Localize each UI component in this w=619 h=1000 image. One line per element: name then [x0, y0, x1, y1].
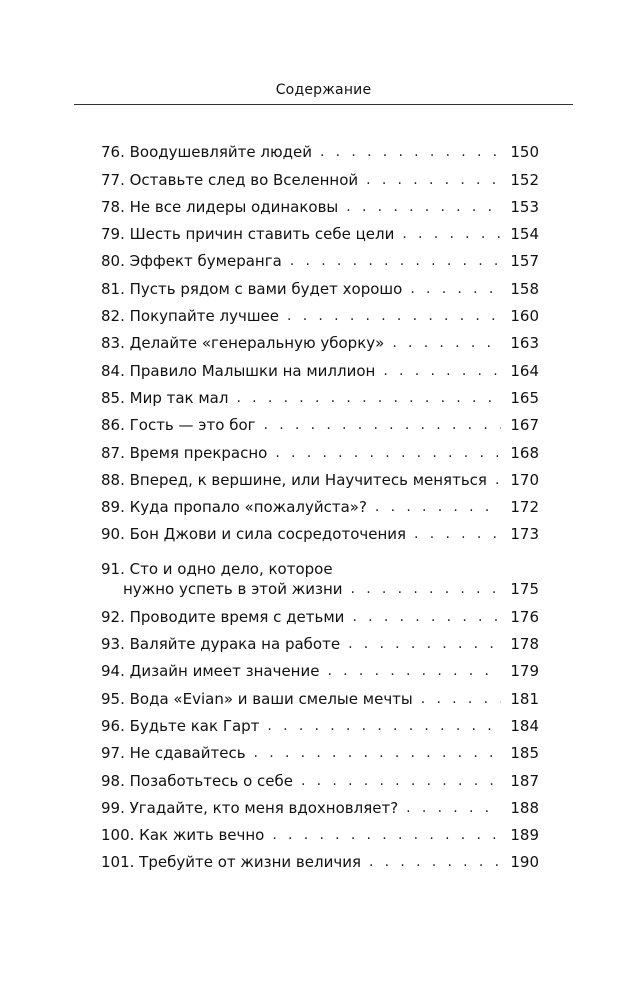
toc-page-number: 154 — [510, 225, 539, 244]
toc-entry — [101, 490, 539, 517]
dot-leader — [275, 443, 501, 463]
toc-entry — [101, 709, 539, 736]
toc-page-number: 152 — [510, 170, 539, 189]
toc-entry-title: 78. Не все лидеры одинаковы — [101, 197, 339, 216]
toc-entry-title: 80. Эффект бумеранга — [101, 252, 282, 271]
dot-leader — [366, 170, 501, 190]
toc-page-number: 150 — [510, 143, 539, 162]
toc-page-number: 189 — [510, 826, 539, 845]
toc-entry — [101, 681, 539, 708]
toc-entry-title: 81. Пусть рядом с вами будет хорошо — [101, 279, 403, 298]
toc-entry-title: 93. Валяйте дурака на работе — [101, 635, 341, 654]
toc-page-number: 176 — [510, 607, 539, 626]
toc-entry-title: 82. Покупайте лучшее — [101, 307, 280, 326]
toc-entry — [101, 244, 539, 271]
toc-entry — [101, 763, 539, 790]
dot-leader — [290, 251, 501, 271]
toc-entry-title-line1: 91. Сто и одно дело, которое — [101, 560, 333, 579]
toc-page-number: 160 — [510, 307, 539, 326]
toc-entry-title: 100. Как жить вечно — [101, 826, 265, 845]
toc-page-number: 188 — [510, 798, 539, 817]
toc-entry-title: 79. Шесть причин ставить себе цели — [101, 225, 395, 244]
toc-entry-title: 92. Проводите время с детьми — [101, 607, 345, 626]
dot-leader — [272, 825, 501, 845]
toc-entry — [101, 791, 539, 818]
dot-leader — [351, 579, 501, 599]
toc-page-number: 187 — [510, 771, 539, 790]
dot-leader — [392, 333, 501, 353]
toc-entry — [101, 517, 539, 544]
dot-leader — [267, 716, 501, 736]
toc-page-number: 181 — [510, 689, 539, 708]
toc-page-number: 170 — [510, 470, 539, 489]
dot-leader — [348, 634, 501, 654]
dot-leader — [287, 306, 501, 326]
toc-entry — [101, 435, 539, 462]
toc-entry-title: 84. Правило Малышки на миллион — [101, 361, 376, 380]
header-divider — [74, 104, 573, 105]
toc-entry-title: 98. Позаботьтесь о себе — [101, 771, 293, 790]
toc-entry-title: 101. Требуйте от жизни величия — [101, 853, 361, 872]
dot-leader — [369, 852, 501, 872]
toc-page-number: 157 — [510, 252, 539, 271]
toc-entry-title: 76. Воодушевляйте людей — [101, 143, 312, 162]
toc-page-number: 164 — [510, 361, 539, 380]
dot-leader — [375, 497, 501, 517]
page-title: Содержание — [275, 82, 372, 98]
toc-entry — [101, 162, 539, 189]
dot-leader — [236, 388, 501, 408]
dot-leader — [264, 415, 501, 435]
toc-entry — [101, 627, 539, 654]
dot-leader — [352, 607, 501, 627]
toc-entry-title: 94. Дизайн имеет значение — [101, 662, 320, 681]
toc-entry-title: 83. Делайте «генеральную уборку» — [101, 334, 385, 353]
toc-entry-title: 99. Угадайте, кто меня вдохновляет? — [101, 798, 399, 817]
toc-page-number: 190 — [510, 853, 539, 872]
toc-entry-title: 85. Мир так мал — [101, 388, 229, 407]
dot-leader — [402, 224, 501, 244]
toc-entry — [101, 217, 539, 244]
dot-leader — [254, 743, 501, 763]
toc-entry-title: 89. Куда пропало «пожалуйста»? — [101, 498, 367, 517]
toc-entry — [101, 353, 539, 380]
toc-entry-title-line2: нужно успеть в этой жизни — [123, 580, 343, 599]
toc-entry-title: 97. Не сдавайтесь — [101, 744, 246, 763]
toc-page-number: 158 — [510, 279, 539, 298]
toc-entry-title — [101, 559, 343, 599]
toc-page-number: 173 — [510, 525, 539, 544]
toc-entry-title: 95. Вода «Evian» и ваши смелые мечты — [101, 689, 413, 708]
toc-page-number: 185 — [510, 744, 539, 763]
toc-entry — [101, 544, 539, 599]
dot-leader — [406, 798, 501, 818]
toc-entry — [101, 190, 539, 217]
dot-leader — [495, 470, 501, 490]
toc-entry-title: 96. Будьте как Гарт — [101, 716, 260, 735]
toc-entry — [101, 845, 539, 872]
toc-entry — [101, 271, 539, 298]
toc-entry-title: 88. Вперед, к вершине, или Научитесь меняться — [101, 470, 487, 489]
dot-leader — [320, 142, 501, 162]
toc-entry — [101, 381, 539, 408]
toc-page-number: 165 — [510, 388, 539, 407]
toc-page-number: 179 — [510, 662, 539, 681]
toc-page-number: 167 — [510, 416, 539, 435]
dot-leader — [410, 279, 501, 299]
toc-page-number: 168 — [510, 443, 539, 462]
toc-entry-title: 90. Бон Джови и сила сосредоточения — [101, 525, 407, 544]
toc-entry — [101, 408, 539, 435]
table-of-contents — [101, 135, 539, 872]
toc-entry — [101, 818, 539, 845]
dot-leader — [301, 771, 501, 791]
dot-leader — [327, 661, 501, 681]
toc-entry — [101, 135, 539, 162]
toc-page-number: 163 — [510, 334, 539, 353]
toc-page-number: 184 — [510, 716, 539, 735]
toc-page-number: 172 — [510, 498, 539, 517]
toc-page-number: 175 — [510, 580, 539, 599]
dot-leader — [421, 689, 501, 709]
toc-entry — [101, 599, 539, 626]
dot-leader — [346, 197, 501, 217]
toc-entry — [101, 299, 539, 326]
toc-entry — [101, 463, 539, 490]
toc-entry-title: 77. Оставьте след во Вселенной — [101, 170, 359, 189]
toc-page-number: 153 — [510, 197, 539, 216]
toc-entry — [101, 654, 539, 681]
dot-leader — [383, 361, 501, 381]
toc-page-number: 178 — [510, 635, 539, 654]
toc-entry — [101, 736, 539, 763]
toc-entry-title: 87. Время прекрасно — [101, 443, 268, 462]
toc-entry — [101, 326, 539, 353]
dot-leader — [414, 524, 501, 544]
toc-entry-title: 86. Гость — это бог — [101, 416, 256, 435]
